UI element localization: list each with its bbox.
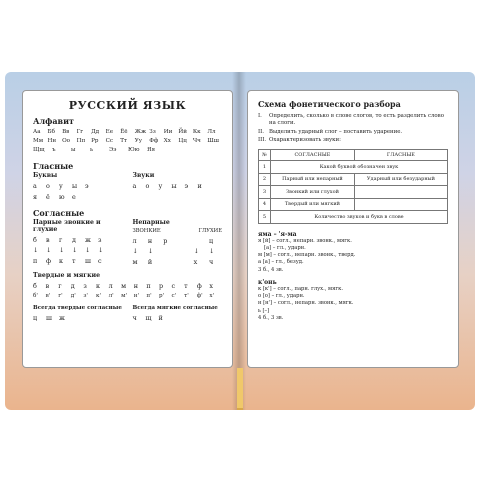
- always-hard-consonants: Всегда твердые согласные ц ш ж: [33, 305, 122, 322]
- notebook-spine: [232, 72, 246, 410]
- hard-consonants-row: б в г д з к л м н п р с т ф х: [33, 282, 213, 290]
- example-line: ь [–]: [258, 307, 270, 314]
- example-line: 3 б., 4 зв.: [258, 266, 284, 273]
- example-word-2: к'онь: [258, 278, 277, 286]
- example-line: к [к'] – согл., парн. глух., мягк.: [258, 285, 343, 292]
- scheme-title: Схема фонетического разбора: [258, 99, 401, 109]
- table-row: 3 Звонкий или глухой: [259, 186, 448, 199]
- example-line: о [о] – гл., ударн.: [258, 293, 305, 300]
- soft-consonants-row: б' в' г' д' з' к' л' м' н' п' р' с' т' ф' х': [33, 293, 215, 299]
- page-title: РУССКИЙ ЯЗЫК: [68, 99, 187, 112]
- example-line: м [м] – согл., непарн. звонк., тверд.: [258, 252, 356, 259]
- right-page: [247, 90, 459, 368]
- always-soft-consonants: Всегда мягкие согласные ч щ й: [132, 305, 218, 322]
- arrow-down-icon: ↓ ↓ ↓ ↓: [132, 247, 215, 255]
- step-item: III. Охарактеризовать звуки:: [258, 137, 341, 144]
- example-line: 4 б., 3 зв.: [258, 315, 284, 322]
- vowels-title: Гласные: [33, 161, 74, 171]
- example-line: а [а] – гл., безуд.: [258, 259, 304, 266]
- alphabet-row-2: Мм Нн Оо Пп Рр Сс Тт Уу Фф Хх Цц Чч Шш: [33, 138, 219, 144]
- unpaired-consonants: Непарные ЗВОНКИЕ ГЛУХИЕ л н р ц ↓ ↓ ↓ ↓ м й х ч: [132, 219, 222, 266]
- table-row: 4 Твердый или мягкий: [259, 198, 448, 211]
- phonetic-scheme-table: [258, 149, 448, 224]
- example-word-1: яма – 'я-ма: [258, 230, 297, 238]
- example-line: [а] – гл., ударн.: [264, 244, 306, 251]
- paired-consonants: Парные звонкие и глухие б в г д ж з ↓ ↓ ↓ ↓ ↓ ↓ п ф к т ш с: [33, 219, 123, 266]
- bookmark-ribbon[interactable]: [237, 368, 243, 410]
- left-page: [22, 90, 233, 368]
- table-row: 5 Количество звуков и букв в слове: [259, 211, 448, 224]
- step-item: I. Определить, сколько в слове слогов, то есть разделить слово на слоги.: [258, 113, 444, 126]
- example-line: я [й] – согл., непарн. звонк., мягк.: [258, 237, 352, 244]
- hard-soft-label: Твердые и мягкие: [33, 272, 101, 279]
- alphabet-row-1: Аа Бб Вв Гг Дд Ее Ёё Жж Зз Ии Йй Кк Лл: [33, 129, 216, 135]
- alphabet-row-3: Щщ ъ ы ь Ээ Юю Яя: [33, 147, 156, 153]
- consonants-title: Согласные: [33, 208, 85, 218]
- vowel-sounds: Звуки а о у ы э и: [132, 172, 202, 190]
- arrow-down-icon: ↓ ↓ ↓ ↓ ↓ ↓: [33, 246, 104, 254]
- alphabet-title: Алфавит: [33, 116, 75, 126]
- table-row: 2 Парный или непарный Ударный или безударный: [259, 173, 448, 186]
- example-line: н [н'] – согл., непарн. звонк., мягк.: [258, 300, 354, 307]
- table-row: 1 Какой буквой обозначен звук: [259, 161, 448, 174]
- table-header-row: № СОГЛАСНЫЕ ГЛАСНЫЕ: [259, 150, 448, 161]
- step-item: II. Выделить ударный слог – поставить ударение.: [258, 128, 403, 135]
- vowel-letters: Буквы а о у ы э я ё ю е: [33, 172, 89, 201]
